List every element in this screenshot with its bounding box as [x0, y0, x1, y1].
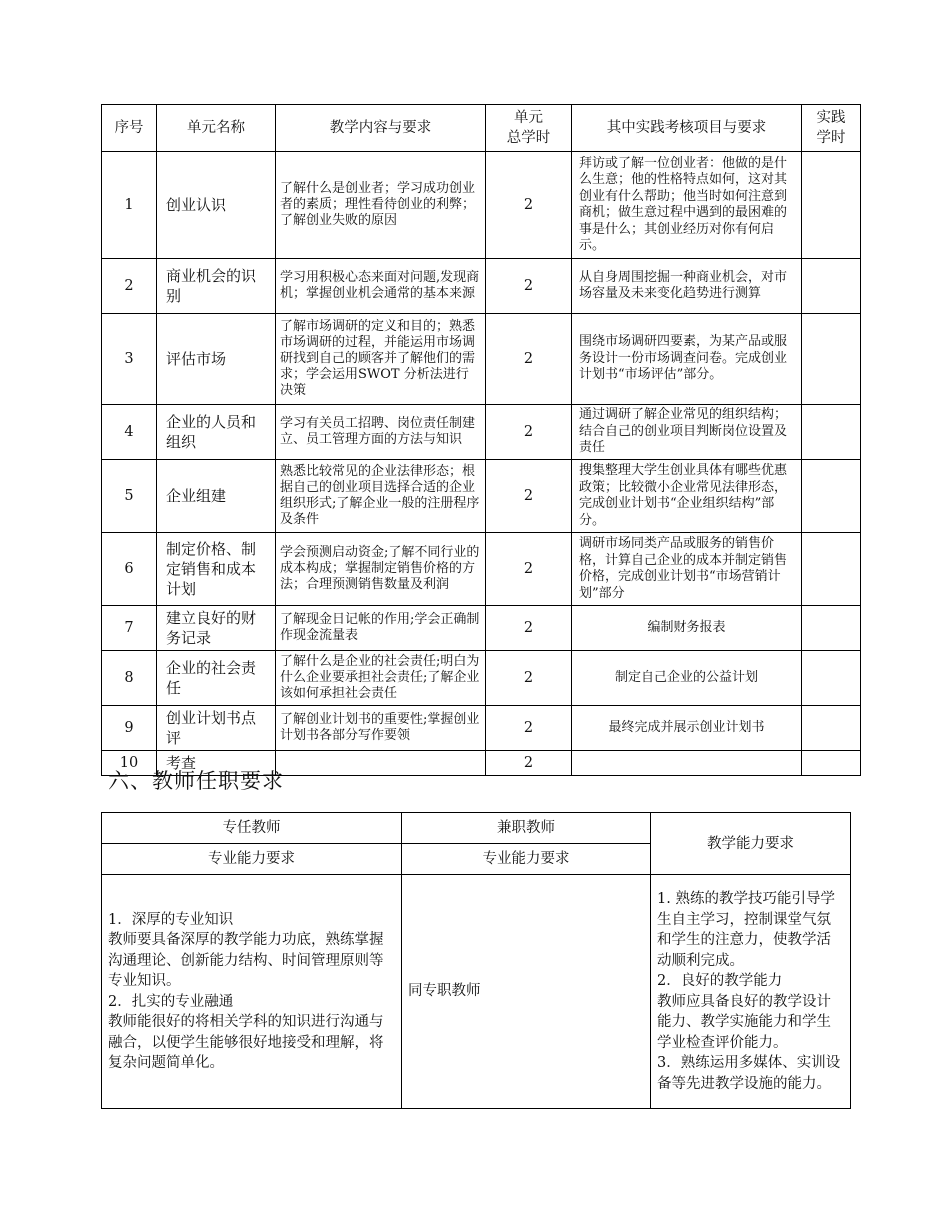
row-practice-hours [802, 152, 861, 259]
row-unit-name: 企业组建 [157, 460, 276, 533]
row-hours: 2 [486, 606, 572, 651]
row-hours: 2 [486, 314, 572, 405]
row-unit-name: 考查 [157, 751, 276, 776]
parttime-requirements: 同专职教师 [402, 875, 651, 1109]
row-practice-hours [802, 405, 861, 460]
table-row [102, 706, 861, 751]
row-hours: 2 [486, 259, 572, 314]
teaching-ability-header: 教学能力要求 [651, 813, 851, 875]
row-no: 8 [102, 651, 157, 706]
row-unit-name: 制定价格、制定销售和成本计划 [157, 533, 276, 606]
row-practice: 搜集整理大学生创业具体有哪些优惠政策；比较微小企业常见法律形态，完成创业计划书“企业组织结构”部分。 [572, 460, 802, 533]
teaching-ability-requirements: 1. 熟练的教学技巧能引导学生自主学习，控制课堂气氛和学生的注意力，使教学活动顺利完成。 2．良好的教学能力 教师应具备良好的教学设计能力、教学实施能力和学生学业检查评价能力。 3．熟练运用多媒体、实训设备等先进教学设施的能力。 [651, 875, 851, 1109]
row-practice: 围绕市场调研四要素，为某产品或服务设计一份市场调查问卷。完成创业计划书“市场评估”部分。 [572, 314, 802, 405]
header-practice: 其中实践考核项目与要求 [572, 105, 802, 152]
table-row [102, 533, 861, 606]
row-practice: 制定自己企业的公益计划 [572, 651, 802, 706]
row-no: 10 [102, 751, 157, 776]
table-row [102, 259, 861, 314]
row-practice-hours [802, 460, 861, 533]
header-unit-name: 单元名称 [157, 105, 276, 152]
row-unit-name: 评估市场 [157, 314, 276, 405]
row-practice-hours [802, 751, 861, 776]
row-no: 5 [102, 460, 157, 533]
row-no: 9 [102, 706, 157, 751]
table-row [102, 460, 861, 533]
row-content: 了解什么是企业的社会责任;明白为什么企业要承担社会责任;了解企业该如何承担社会责任 [276, 651, 486, 706]
row-content: 了解创业计划书的重要性;掌握创业计划书各部分写作要领 [276, 706, 486, 751]
row-practice-hours [802, 706, 861, 751]
header-total-hours: 单元 总学时 [486, 105, 572, 152]
row-hours: 2 [486, 460, 572, 533]
row-practice-hours [802, 606, 861, 651]
course-table [101, 104, 861, 776]
row-practice-hours [802, 259, 861, 314]
row-unit-name: 建立良好的财务记录 [157, 606, 276, 651]
row-practice: 从自身周围挖掘一种商业机会，对市场容量及未来变化趋势进行测算 [572, 259, 802, 314]
row-hours: 2 [486, 751, 572, 776]
table-row [102, 314, 861, 405]
row-unit-name: 创业计划书点评 [157, 706, 276, 751]
row-practice-hours [802, 314, 861, 405]
row-hours: 2 [486, 706, 572, 751]
row-unit-name: 企业的人员和组织 [157, 405, 276, 460]
fulltime-teacher-header: 专任教师 [102, 813, 402, 844]
table-row [102, 152, 861, 259]
row-practice: 拜访或了解一位创业者：他做的是什么生意；他的性格特点如何，这对其创业有什么帮助；他当时如何注意到商机；做生意过程中遇到的最困难的事是什么；其创业经历对你有何启示。 [572, 152, 802, 259]
teacher-requirements-table [101, 812, 851, 1109]
row-no: 3 [102, 314, 157, 405]
row-no: 1 [102, 152, 157, 259]
row-unit-name: 企业的社会责任 [157, 651, 276, 706]
row-content: 学会预测启动资金;了解不同行业的成本构成；掌握制定销售价格的方法；合理预测销售数量及利润 [276, 533, 486, 606]
row-no: 4 [102, 405, 157, 460]
fulltime-professional-ability-header: 专业能力要求 [102, 844, 402, 875]
row-practice [572, 751, 802, 776]
row-unit-name: 商业机会的识别 [157, 259, 276, 314]
fulltime-requirements: 1．深厚的专业知识 教师要具备深厚的教学能力功底，熟练掌握沟通理论、创新能力结构、时间管理原则等专业知识。 2．扎实的专业融通 教师能很好的将相关学科的知识进行沟通与融合，以便学生能够很好地接受和理解，将复杂问题简单化。 [102, 875, 402, 1109]
row-content: 学习用积极心态来面对问题,发现商机；掌握创业机会通常的基本来源 [276, 259, 486, 314]
row-content: 学习有关员工招聘、岗位责任制建立、员工管理方面的方法与知识 [276, 405, 486, 460]
parttime-professional-ability-header: 专业能力要求 [402, 844, 651, 875]
row-practice: 调研市场同类产品或服务的销售价格，计算自己企业的成本并制定销售价格，完成创业计划书“市场营销计划”部分 [572, 533, 802, 606]
row-hours: 2 [486, 152, 572, 259]
table-row [102, 606, 861, 651]
section-heading: 六、教师任职要求 [108, 769, 284, 793]
row-no: 2 [102, 259, 157, 314]
row-hours: 2 [486, 405, 572, 460]
row-unit-name: 创业认识 [157, 152, 276, 259]
header-content: 教学内容与要求 [276, 105, 486, 152]
teacher-header-row [102, 813, 851, 844]
row-content [276, 751, 486, 776]
row-content: 了解现金日记帐的作用;学会正确制作现金流量表 [276, 606, 486, 651]
row-practice-hours [802, 651, 861, 706]
course-header-row [102, 105, 861, 152]
row-no: 6 [102, 533, 157, 606]
table-row [102, 651, 861, 706]
teacher-body-row [102, 875, 851, 1109]
row-no: 7 [102, 606, 157, 651]
row-practice-hours [802, 533, 861, 606]
row-practice: 最终完成并展示创业计划书 [572, 706, 802, 751]
row-practice: 编制财务报表 [572, 606, 802, 651]
row-hours: 2 [486, 533, 572, 606]
row-content: 熟悉比较常见的企业法律形态；根据自己的创业项目选择合适的企业组织形式;了解企业一般的注册程序及条件 [276, 460, 486, 533]
row-content: 了解什么是创业者；学习成功创业者的素质；理性看待创业的利弊；了解创业失败的原因 [276, 152, 486, 259]
header-practice-hours: 实践 学时 [802, 105, 861, 152]
row-hours: 2 [486, 651, 572, 706]
table-row [102, 405, 861, 460]
header-no: 序号 [102, 105, 157, 152]
row-practice: 通过调研了解企业常见的组织结构；结合自己的创业项目判断岗位设置及责任 [572, 405, 802, 460]
row-content: 了解市场调研的定义和目的；熟悉市场调研的过程，并能运用市场调研找到自己的顾客并了解他们的需求；学会运用SWOT 分析法进行决策 [276, 314, 486, 405]
parttime-teacher-header: 兼职教师 [402, 813, 651, 844]
